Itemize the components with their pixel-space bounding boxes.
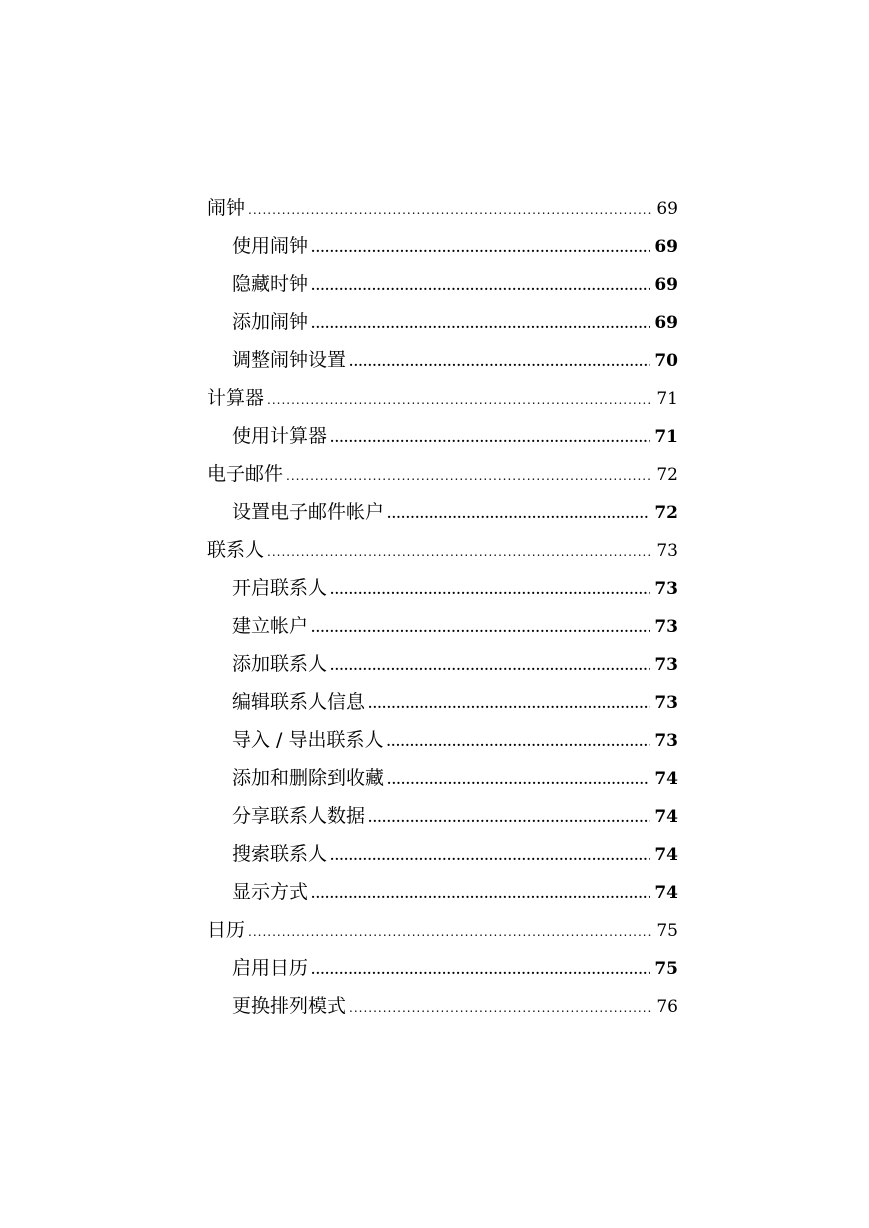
toc-section-entry[interactable] — [207, 531, 678, 569]
toc-entry-page-number: 73 — [654, 617, 678, 637]
toc-entry-page-number: 69 — [654, 313, 678, 333]
toc-entry-title: 添加和删除到收藏 — [232, 767, 385, 789]
toc-entry-page-number: 74 — [654, 807, 678, 827]
dot-leader — [387, 761, 650, 797]
dot-leader — [349, 343, 650, 379]
dot-leader — [368, 685, 650, 721]
toc-section-entry[interactable] — [207, 379, 678, 417]
toc-subsection-entry[interactable] — [207, 949, 678, 987]
toc-entry-page-number: 74 — [654, 845, 678, 865]
dot-leader — [311, 229, 650, 265]
toc-entry-title: 隐藏时钟 — [232, 273, 309, 295]
toc-entry-page-number: 74 — [654, 883, 678, 903]
toc-subsection-entry[interactable] — [207, 683, 678, 721]
toc-entry-title: 计算器 — [207, 387, 265, 409]
toc-entry-title: 联系人 — [207, 539, 265, 561]
toc-subsection-entry[interactable] — [207, 645, 678, 683]
toc-subsection-entry[interactable] — [207, 721, 678, 759]
toc-entry-title: 建立帐户 — [232, 615, 309, 637]
toc-entry-title: 更换排列模式 — [232, 995, 347, 1017]
toc-entry-title: 编辑联系人信息 — [232, 691, 366, 713]
toc-section-entry[interactable] — [207, 189, 678, 227]
dot-leader — [330, 571, 650, 607]
toc-entry-page-number: 71 — [654, 427, 678, 447]
toc-subsection-entry[interactable] — [207, 797, 678, 835]
dot-leader — [311, 875, 650, 911]
toc-entry-page-number: 73 — [654, 655, 678, 675]
toc-entry-title: 电子邮件 — [207, 463, 284, 485]
dot-leader — [387, 495, 650, 531]
toc-entry-title: 使用闹钟 — [232, 235, 309, 257]
toc-subsection-entry[interactable] — [207, 759, 678, 797]
toc-entry-title: 启用日历 — [232, 957, 309, 979]
dot-leader — [248, 913, 652, 949]
toc-entry-page-number: 73 — [654, 693, 678, 713]
toc-subsection-entry[interactable] — [207, 873, 678, 911]
toc-subsection-entry[interactable] — [207, 341, 678, 379]
toc-subsection-entry[interactable] — [207, 227, 678, 265]
dot-leader — [311, 305, 650, 341]
dot-leader — [386, 723, 650, 759]
dot-leader — [330, 837, 650, 873]
dot-leader — [330, 419, 650, 455]
dot-leader — [311, 267, 650, 303]
dot-leader — [267, 533, 652, 569]
toc-subsection-entry[interactable] — [207, 265, 678, 303]
toc-entry-title: 设置电子邮件帐户 — [232, 501, 385, 523]
toc-entry-title: 搜索联系人 — [232, 843, 328, 865]
toc-entry-title: 闹钟 — [207, 197, 246, 219]
toc-entry-page-number: 73 — [654, 579, 678, 599]
toc-entry-title: 导入 / 导出联系人 — [232, 729, 384, 751]
toc-entry-page-number: 69 — [654, 275, 678, 295]
toc-entry-page-number: 75 — [654, 959, 678, 979]
toc-entry-title: 添加闹钟 — [232, 311, 309, 333]
toc-entry-title: 调整闹钟设置 — [232, 349, 347, 371]
dot-leader — [286, 457, 652, 493]
dot-leader — [368, 799, 650, 835]
dot-leader — [311, 609, 650, 645]
toc-entry-page-number: 70 — [654, 351, 678, 371]
toc-subsection-entry[interactable] — [207, 987, 678, 1025]
toc-entry-title: 日历 — [207, 919, 246, 941]
dot-leader — [311, 951, 650, 987]
toc-entry-title: 显示方式 — [232, 881, 309, 903]
toc-entry-page-number: 73 — [654, 731, 678, 751]
toc-subsection-entry[interactable] — [207, 607, 678, 645]
toc-subsection-entry[interactable] — [207, 417, 678, 455]
toc-entry-page-number: 75 — [656, 921, 678, 941]
dot-leader — [248, 191, 652, 227]
toc-entry-page-number: 72 — [656, 465, 678, 485]
toc-entry-page-number: 76 — [656, 997, 678, 1017]
dot-leader — [267, 381, 652, 417]
toc-subsection-entry[interactable] — [207, 303, 678, 341]
toc-subsection-entry[interactable] — [207, 493, 678, 531]
toc-entry-page-number: 69 — [656, 199, 678, 219]
dot-leader — [330, 647, 650, 683]
toc-entry-title: 分享联系人数据 — [232, 805, 366, 827]
toc-entry-page-number: 71 — [656, 389, 678, 409]
toc-entry-page-number: 69 — [654, 237, 678, 257]
toc-entry-title: 开启联系人 — [232, 577, 328, 599]
toc-entry-page-number: 74 — [654, 769, 678, 789]
toc-subsection-entry[interactable] — [207, 835, 678, 873]
toc-section-entry[interactable] — [207, 911, 678, 949]
dot-leader — [349, 989, 652, 1025]
table-of-contents — [207, 189, 678, 1025]
toc-entry-page-number: 72 — [654, 503, 678, 523]
toc-entry-title: 使用计算器 — [232, 425, 328, 447]
toc-entry-title: 添加联系人 — [232, 653, 328, 675]
toc-section-entry[interactable] — [207, 455, 678, 493]
toc-subsection-entry[interactable] — [207, 569, 678, 607]
toc-entry-page-number: 73 — [656, 541, 678, 561]
